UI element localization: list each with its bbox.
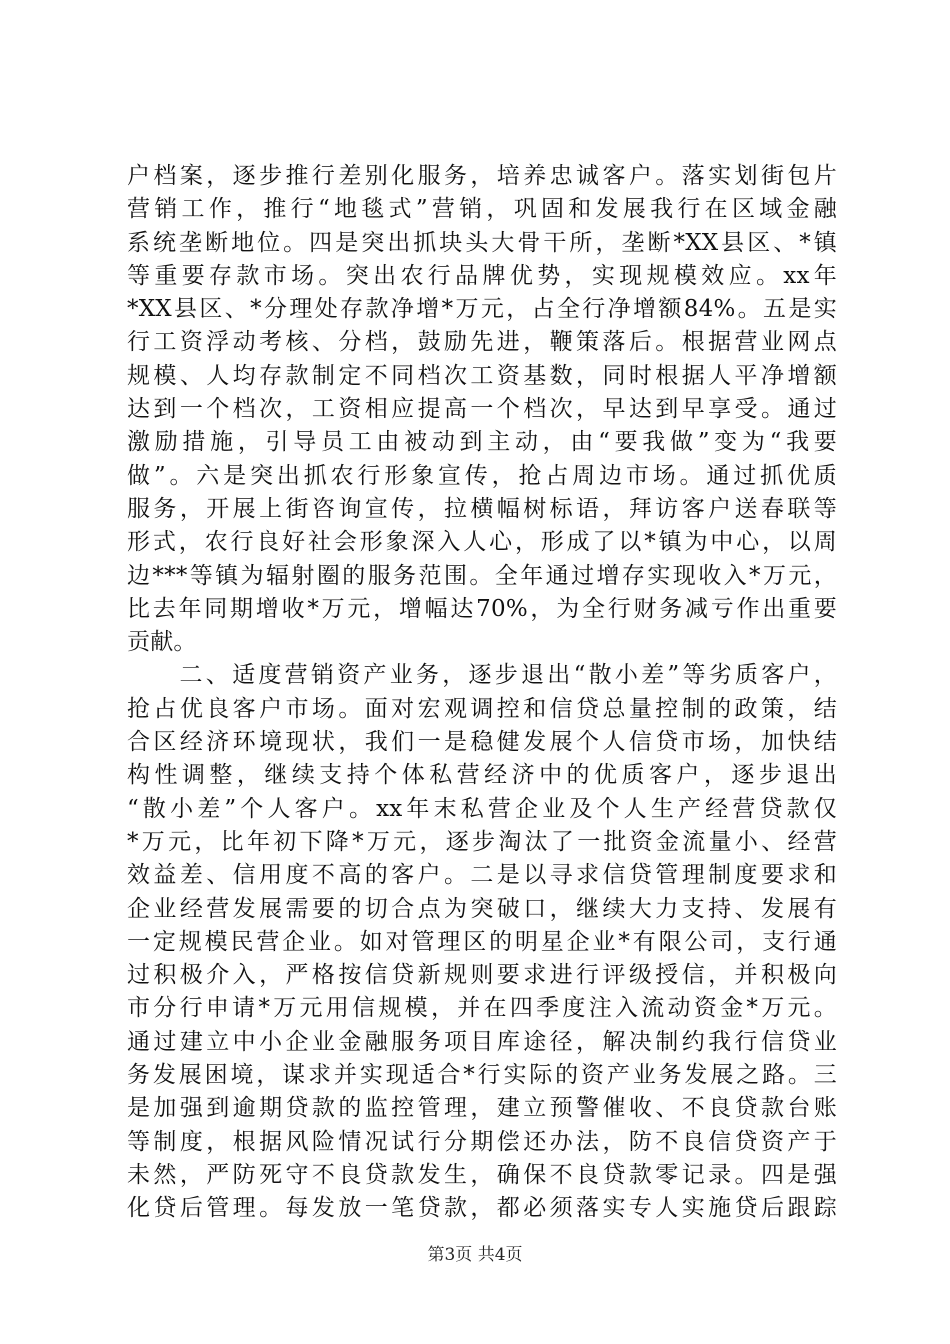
text-line: 比去年同期增收*万元，增幅达70%，为全行财务减亏作出重要 xyxy=(127,595,837,622)
text-line: 务发展困境，谋求并实现适合*行实际的资产业务发展之路。三 xyxy=(127,1062,837,1089)
page-number-label: 第3页 共4页 xyxy=(427,1245,523,1265)
text-line: 营销工作，推行“地毯式”营销，巩固和发展我行在区域金融 xyxy=(127,196,837,223)
text-line: 市分行申请*万元用信规模，并在四季度注入流动资金*万元。 xyxy=(127,995,837,1022)
text-line: “散小差”个人客户。xx年末私营企业及个人生产经营贷款仅 xyxy=(127,795,837,822)
text-line: 效益差、信用度不高的客户。二是以寻求信贷管理制度要求和 xyxy=(127,862,837,889)
text-line: 等重要存款市场。突出农行品牌优势，实现规模效应。xx年 xyxy=(127,262,837,289)
text-line: 户档案，逐步推行差别化服务，培养忠诚客户。落实划街包片 xyxy=(127,163,837,189)
text-line: 合区经济环境现状，我们一是稳健发展个人信贷市场，加快结 xyxy=(127,729,837,756)
text-line: 抢占优良客户市场。面对宏观调控和信贷总量控制的政策，结 xyxy=(127,695,837,722)
text-line: 系统垄断地位。四是突出抓块头大骨干所，垄断*XX县区、*镇 xyxy=(127,229,837,256)
text-line: *XX县区、*分理处存款净增*万元，占全行净增额84%。五是实 xyxy=(127,296,837,323)
text-line: 服务，开展上街咨询宣传，拉横幅树标语，拜访客户送春联等 xyxy=(127,495,837,522)
text-line: 通过建立中小企业金融服务项目库途径，解决制约我行信贷业 xyxy=(127,1028,837,1055)
text-line: 构性调整，继续支持个体私营经济中的优质客户，逐步退出 xyxy=(127,762,837,789)
text-line: *万元，比年初下降*万元，逐步淘汰了一批资金流量小、经营 xyxy=(127,828,837,855)
text-line: 化贷后管理。每发放一笔贷款，都必须落实专人实施贷后跟踪 xyxy=(127,1195,837,1222)
text-line: 做”。六是突出抓农行形象宣传，抢占周边市场。通过抓优质 xyxy=(127,462,837,489)
text-line: 激励措施，引导员工由被动到主动，由“要我做”变为“我要 xyxy=(127,429,837,456)
text-line: 贡献。 xyxy=(127,629,197,656)
text-line: 形式，农行良好社会形象深入人心，形成了以*镇为中心，以周 xyxy=(127,529,837,556)
text-line: 边***等镇为辐射圈的服务范围。全年通过增存实现收入*万元， xyxy=(127,562,837,589)
text-line: 过积极介入，严格按信贷新规则要求进行评级授信，并积极向 xyxy=(127,962,837,989)
text-line: 一定规模民营企业。如对管理区的明星企业*有限公司，支行通 xyxy=(127,928,837,955)
document-body xyxy=(127,160,837,1226)
text-line: 未然，严防死守不良贷款发生，确保不良贷款零记录。四是强 xyxy=(127,1161,837,1188)
text-line: 是加强到逾期贷款的监控管理，建立预警催收、不良贷款台账 xyxy=(127,1095,837,1122)
text-line: 二、适度营销资产业务，逐步退出“散小差”等劣质客户， xyxy=(127,662,837,689)
text-line: 规模、人均存款制定不同档次工资基数，同时根据人平净增额 xyxy=(127,362,837,389)
text-line: 达到一个档次，工资相应提高一个档次，早达到早享受。通过 xyxy=(127,396,837,423)
page-footer xyxy=(0,1243,950,1267)
text-line: 行工资浮动考核、分档，鼓励先进，鞭策落后。根据营业网点 xyxy=(127,329,837,356)
text-line: 企业经营发展需要的切合点为突破口，继续大力支持、发展有 xyxy=(127,895,837,922)
text-line: 等制度，根据风险情况试行分期偿还办法，防不良信贷资产于 xyxy=(127,1128,837,1155)
